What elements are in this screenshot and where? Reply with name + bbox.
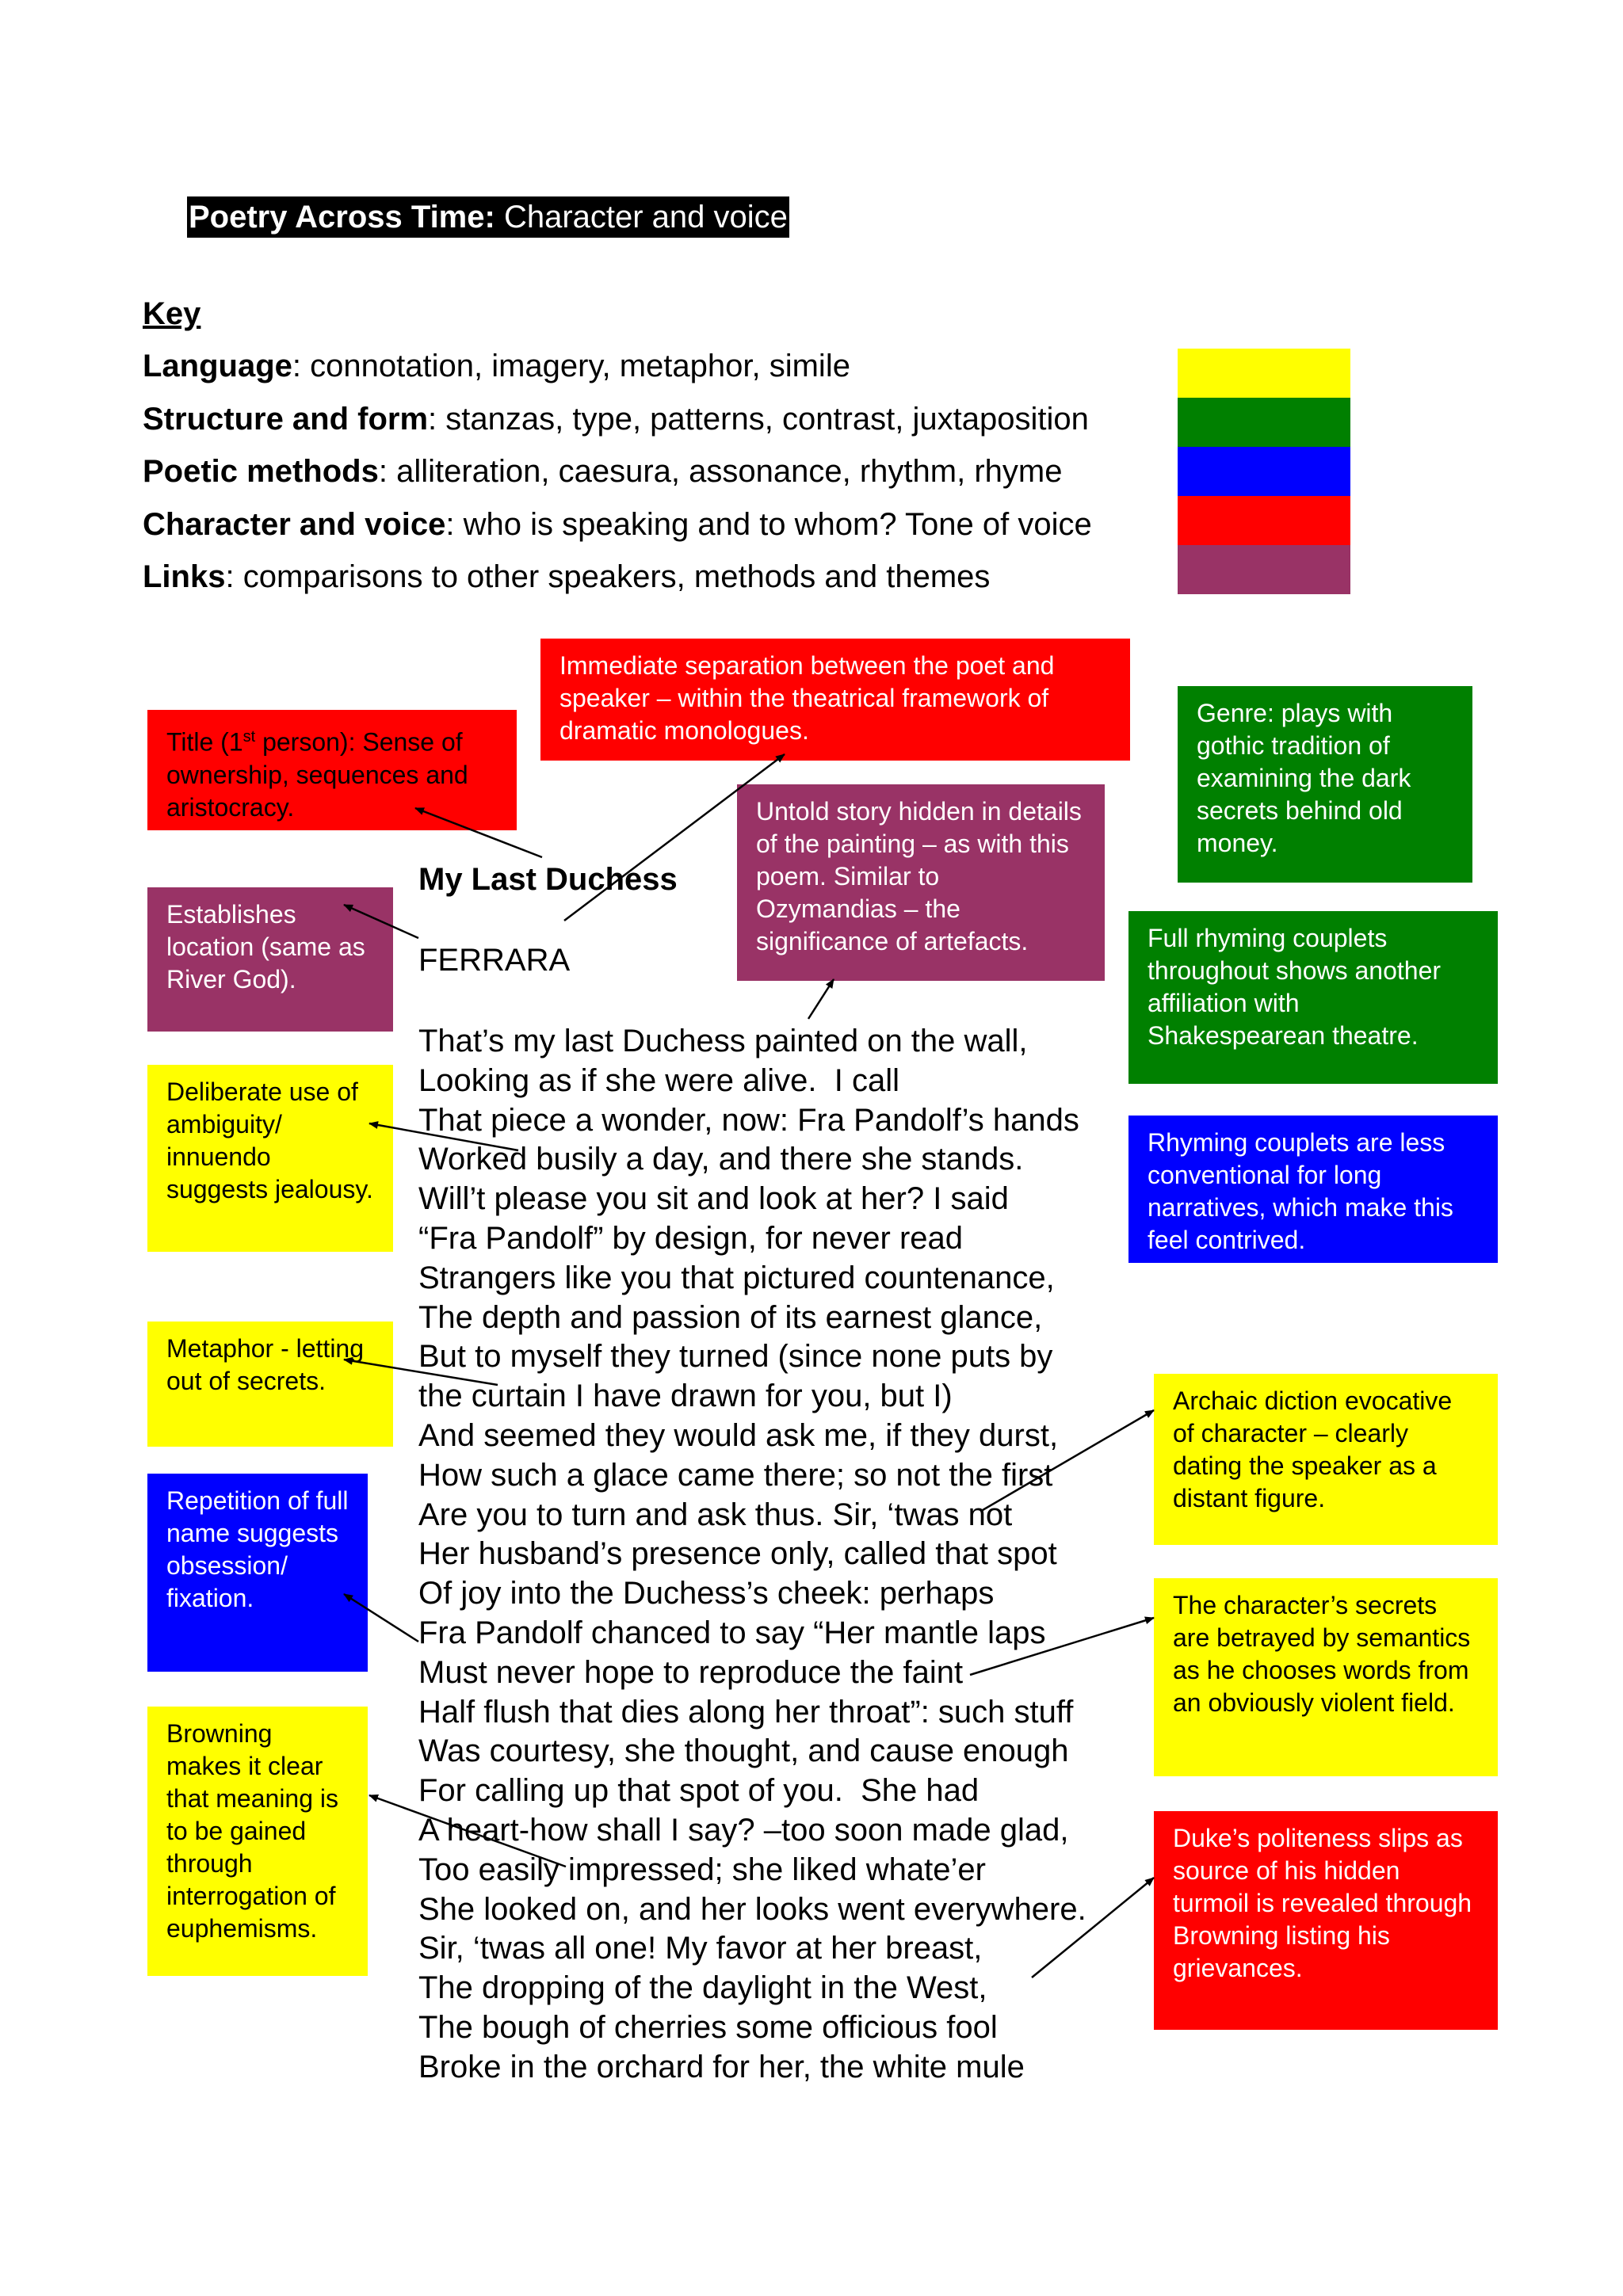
poem-line: Looking as if she were alive. I call (418, 1062, 899, 1098)
key-term: Poetic methods (143, 454, 379, 489)
page-title-bold: Poetry Across Time: (189, 200, 495, 235)
annotation-ambiguity: Deliberate use of ambiguity/ innuendo suggests jealousy. (147, 1065, 393, 1252)
poem-title: My Last Duchess (418, 862, 678, 897)
annotation-title-text: Title (1 (166, 727, 243, 757)
poem-line: The depth and passion of its earnest glance, (418, 1299, 1043, 1335)
key-desc: : comparisons to other speakers, methods and themes (225, 559, 991, 594)
poem-line: But to myself they turned (since none puts by (418, 1339, 1053, 1375)
poem-line: Too easily impressed; she liked whate’er (418, 1852, 986, 1887)
annotation-couplets: Full rhyming couplets throughout shows another affiliation with Shakespearean theatre. (1128, 911, 1498, 1084)
arrow-to-ambiguity-annotation (369, 1123, 518, 1150)
arrow-to-untold-annotation (808, 979, 834, 1019)
arrow-to-repetition-annotation (344, 1594, 418, 1642)
key-term: Links (143, 559, 226, 594)
key-desc: : alliteration, caesura, assonance, rhythm, rhyme (378, 454, 1063, 489)
poem-line: The dropping of the daylight in the West, (418, 1970, 987, 2006)
annotation-genre: Genre: plays with gothic tradition of examining the dark secrets behind old money. (1178, 686, 1472, 883)
key-heading: Key (143, 296, 201, 331)
poem-line: Strangers like you that pictured countenance, (418, 1260, 1055, 1295)
poem-line: The bough of cherries some officious fool (418, 2009, 998, 2045)
annotation-title-rest: person): Sense of ownership, sequences and aristocracy. (166, 727, 468, 822)
poem-line: Fra Pandolf chanced to say “Her mantle laps (418, 1615, 1046, 1650)
annotation-archaic: Archaic diction evocative of character – clearly dating the speaker as a distant figure. (1154, 1374, 1498, 1545)
poem-line: the curtain I have drawn for you, but I) (418, 1379, 953, 1414)
key-term: Structure and form (143, 402, 429, 437)
key-desc: : who is speaking and to whom? Tone of voice (445, 507, 1092, 542)
poem-line: Sir, ‘twas all one! My favor at her breast, (418, 1931, 983, 1966)
poem-line: “Fra Pandolf” by design, for never read (418, 1220, 964, 1256)
poem-line: And seemed they would ask me, if they durst, (418, 1417, 1059, 1453)
annotation-separation: Immediate separation between the poet and speaker – within the theatrical framework of dramatic monologues. (540, 639, 1130, 761)
poem-line: Are you to turn and ask thus. Sir, ‘twas not (418, 1497, 1013, 1532)
arrow-to-browning-annotation (369, 1795, 566, 1867)
poem-line: A heart-how shall I say? –too soon made glad, (418, 1812, 1069, 1848)
poem-line: For calling up that spot of you. She had (418, 1773, 980, 1809)
poem-place: FERRARA (418, 943, 571, 978)
key-term: Character and voice (143, 507, 446, 542)
annotation-title-sup: st (242, 728, 256, 746)
arrow-to-location-annotation (344, 905, 418, 938)
annotation-secrets: The character’s secrets are betrayed by semantics as he chooses words from an obviously violent field. (1154, 1578, 1498, 1776)
annotation-conventional: Rhyming couplets are less conventional for long narratives, which make this feel contrived. (1128, 1116, 1498, 1263)
poem-line: Must never hope to reproduce the faint (418, 1654, 964, 1690)
poem-line: Was courtesy, she thought, and cause enough (418, 1733, 1069, 1769)
page-title-rest: Character and voice (495, 200, 788, 235)
annotation-politeness: Duke’s politeness slips as source of his hidden turmoil is revealed through Browning listing his grievances. (1154, 1811, 1498, 2030)
arrow-to-separation-annotation (564, 754, 785, 921)
annotation-location: Establishes location (same as River God). (147, 887, 393, 1032)
poem-line: How such a glace came there; so not the first (418, 1457, 1053, 1493)
arrow-to-politeness-annotation (1032, 1878, 1154, 1978)
poem-line: Broke in the orchard for her, the white mule (418, 2049, 1025, 2084)
poem-line: Her husband’s presence only, called that spot (418, 1536, 1057, 1572)
arrow-to-archaic-annotation (983, 1410, 1154, 1510)
arrow-to-metaphor-annotation (344, 1360, 498, 1385)
annotation-repetition: Repetition of full name suggests obsession/ fixation. (147, 1474, 368, 1672)
annotation-untold-story: Untold story hidden in details of the painting – as with this poem. Similar to Ozymandias – the significance of artefacts. (737, 784, 1105, 981)
key-term: Language (143, 349, 292, 383)
key-desc: : stanzas, type, patterns, contrast, juxtaposition (428, 402, 1089, 437)
poem-line: She looked on, and her looks went everywhere. (418, 1891, 1086, 1927)
poem-line: Worked busily a day, and there she stands. (418, 1142, 1024, 1177)
poem-line: That piece a wonder, now: Fra Pandolf’s hands (418, 1102, 1079, 1138)
key-desc: : connotation, imagery, metaphor, simile (292, 349, 850, 383)
annotation-browning: Browning makes it clear that meaning is to be gained through interrogation of euphemisms. (147, 1707, 368, 1976)
arrow-to-secrets-annotation (970, 1618, 1154, 1675)
poem-line: Will’t please you sit and look at her? I said (418, 1181, 1009, 1217)
arrow-to-title-annotation (415, 808, 542, 857)
annotation-metaphor: Metaphor - letting out of secrets. (147, 1322, 393, 1447)
poem-line: Of joy into the Duchess’s cheek: perhaps (418, 1576, 995, 1611)
poem-line: Half flush that dies along her throat”: such stuff (418, 1694, 1074, 1730)
poem-line: That’s my last Duchess painted on the wall, (418, 1024, 1028, 1058)
